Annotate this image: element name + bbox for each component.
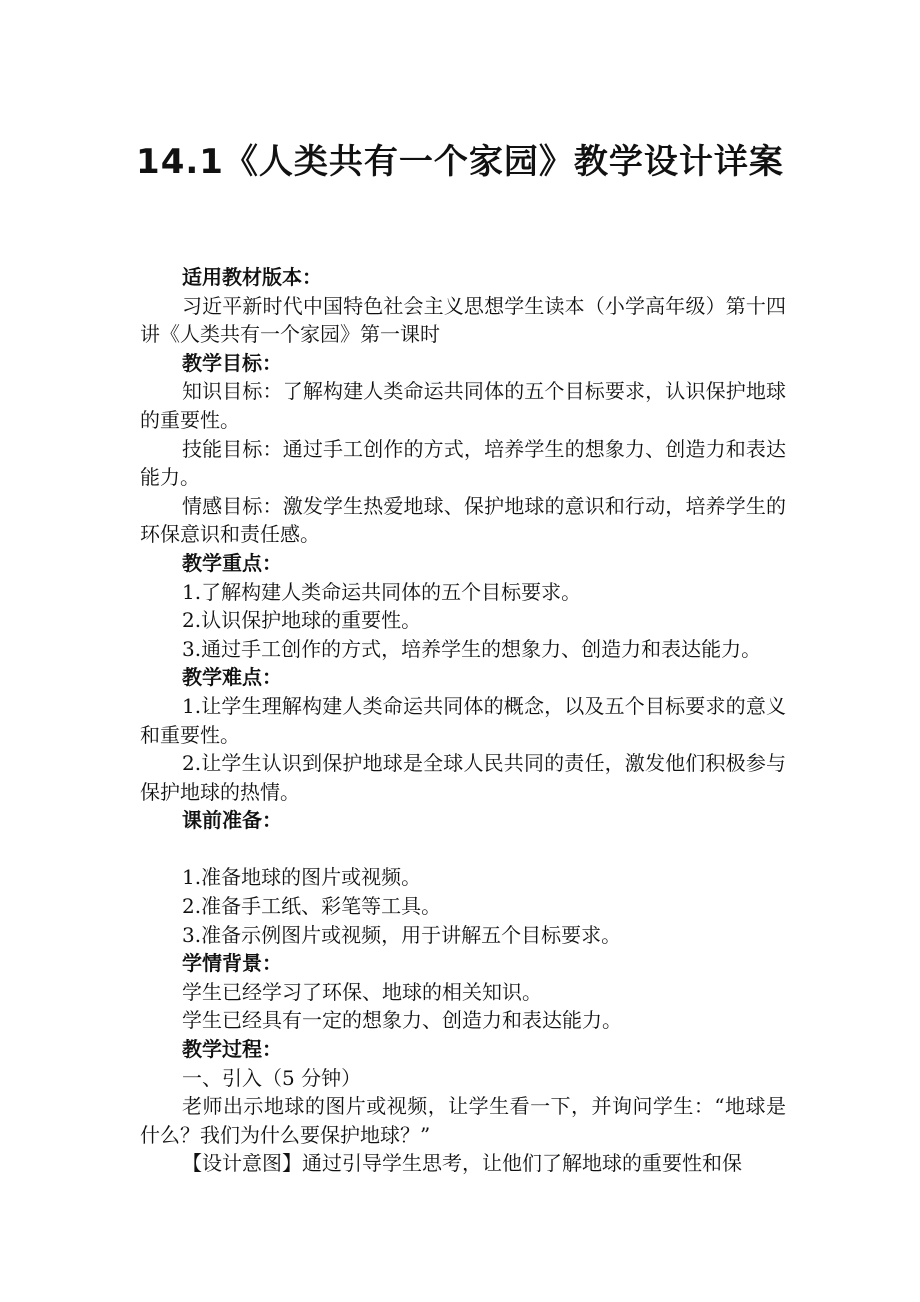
- paragraph: 老师出示地球的图片或视频，让学生看一下，并询问学生：“地球是什么？我们为什么要保护地球？”: [140, 1094, 786, 1147]
- paragraph: 一、引入（5 分钟）: [182, 1065, 362, 1090]
- paragraph: 学生已经学习了环保、地球的相关知识。: [182, 979, 542, 1004]
- paragraph: 1.了解构建人类命运共同体的五个目标要求。: [182, 579, 582, 604]
- paragraph: 技能目标：通过手工创作的方式，培养学生的想象力、创造力和表达能力。: [140, 436, 786, 490]
- paragraph: 3.通过手工创作的方式，培养学生的想象力、创造力和表达能力。: [182, 636, 762, 661]
- paragraph: 2.认识保护地球的重要性。: [182, 608, 422, 633]
- paragraph: 习近平新时代中国特色社会主义思想学生读本（小学高年级）第十四讲《人类共有一个家园》第一课时: [140, 293, 786, 347]
- section-heading: 教学重点：: [182, 550, 282, 575]
- paragraph: 2.准备手工纸、彩笔等工具。: [182, 894, 442, 919]
- paragraph: 【设计意图】通过引导学生思考，让他们了解地球的重要性和保: [182, 1151, 742, 1176]
- document-body: [140, 263, 786, 1178]
- section-heading: 学情背景：: [182, 951, 282, 976]
- document-title: 14.1《人类共有一个家园》教学设计详案: [136, 142, 784, 182]
- section-heading: 课前准备：: [182, 808, 282, 833]
- section-heading: 教学目标：: [182, 350, 282, 375]
- section-heading: 教学过程：: [182, 1037, 282, 1062]
- section-heading: 适用教材版本：: [182, 265, 322, 289]
- paragraph: 1.准备地球的图片或视频。: [182, 865, 422, 890]
- section-heading: 教学难点：: [182, 665, 282, 690]
- paragraph: 知识目标：了解构建人类命运共同体的五个目标要求，认识保护地球的重要性。: [140, 379, 786, 432]
- paragraph: 2.让学生认识到保护地球是全球人民共同的责任，激发他们积极参与保护地球的热情。: [140, 751, 786, 804]
- paragraph: 1.让学生理解构建人类命运共同体的概念，以及五个目标要求的意义和重要性。: [140, 693, 786, 747]
- paragraph: 3.准备示例图片或视频，用于讲解五个目标要求。: [182, 922, 622, 947]
- paragraph: 学生已经具有一定的想象力、创造力和表达能力。: [182, 1008, 622, 1033]
- paragraph: 情感目标：激发学生热爱地球、保护地球的意识和行动，培养学生的环保意识和责任感。: [140, 493, 786, 547]
- blank-line: [140, 835, 786, 864]
